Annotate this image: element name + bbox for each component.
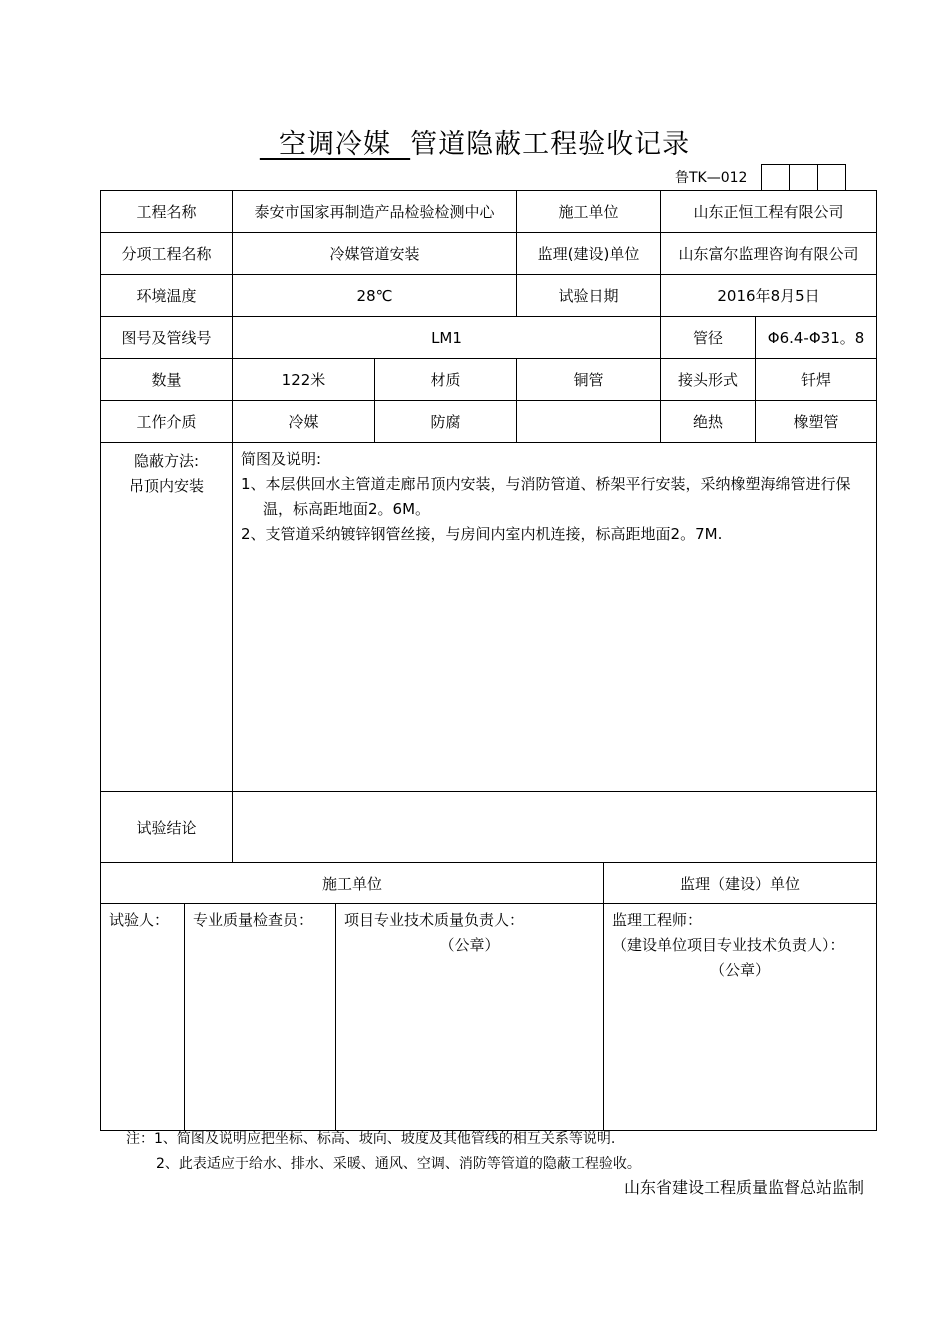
drawing-value: LM1 <box>233 317 661 359</box>
inspector-label: 专业质量检查员： <box>193 911 314 929</box>
form-title <box>0 122 950 161</box>
code-box <box>761 164 789 190</box>
issuer: 山东省建设工程质量监督总站监制 <box>623 1178 864 1197</box>
engineer-cell <box>604 904 877 1131</box>
code-box <box>789 164 817 190</box>
contractor-value: 山东正恒工程有限公司 <box>661 191 877 233</box>
medium-label: 工作介质 <box>101 401 233 443</box>
project-name-value: 泰安市国家再制造产品检验检测中心 <box>233 191 517 233</box>
pipe-dia-label: 管径 <box>661 317 756 359</box>
supervisor-header: 监理（建设）单位 <box>604 863 877 904</box>
note-1: 注：1、简图及说明应把坐标、标高、坡向、坡度及其他管线的相互关系等说明. <box>126 1131 616 1147</box>
insulation-label: 绝热 <box>661 401 756 443</box>
drawing-label: 图号及管线号 <box>101 317 233 359</box>
description-cell <box>233 443 877 792</box>
contractor-seal: （公章） <box>439 936 500 954</box>
env-temp-label: 环境温度 <box>101 275 233 317</box>
code-boxes <box>761 164 846 190</box>
description-label: 简图及说明: <box>241 450 322 468</box>
test-date-value: 2016年8月5日 <box>661 275 877 317</box>
joint-label: 接头形式 <box>661 359 756 401</box>
test-date-label: 试验日期 <box>517 275 661 317</box>
conclusion-label: 试验结论 <box>101 792 233 863</box>
material-label: 材质 <box>375 359 517 401</box>
hidden-method-label: 隐蔽方法: <box>133 452 200 470</box>
quantity-label: 数量 <box>101 359 233 401</box>
tech-lead-cell <box>336 904 604 1131</box>
notes <box>126 1127 641 1177</box>
supervisor-value: 山东富尔监理咨询有限公司 <box>661 233 877 275</box>
engineer-label: 监理工程师： <box>612 911 703 929</box>
record-table <box>100 190 877 863</box>
tech-lead-label: 项目专业技术质量负责人： <box>344 911 525 929</box>
sub-project-label: 分项工程名称 <box>101 233 233 275</box>
title-main: 管道隐蔽工程验收记录 <box>410 129 691 160</box>
project-name-label: 工程名称 <box>101 191 233 233</box>
contractor-header: 施工单位 <box>101 863 604 904</box>
inspector-cell <box>185 904 336 1131</box>
owner-tech-label: （建设单位项目专业技术负责人）： <box>612 936 845 954</box>
description-item-1: 1、本层供回水主管道走廊吊顶内安装，与消防管道、桥架平行安装，采纳橡塑海绵管进行保温，标高距地面2。6M。 <box>241 475 851 518</box>
tester-cell <box>101 904 185 1131</box>
anticorrosion-value <box>517 401 661 443</box>
supervisor-seal: （公章） <box>710 961 771 979</box>
description-item-2: 2、支管道采纳镀锌钢管丝接，与房间内室内机连接，标高距地面2。7M. <box>241 525 723 543</box>
form-code: 鲁TK—012 <box>675 170 748 186</box>
code-box <box>817 164 846 190</box>
env-temp-value: 28℃ <box>233 275 517 317</box>
title-prefix: 空调冷媒 <box>279 129 391 160</box>
quantity-value: 122米 <box>233 359 375 401</box>
note-2: 2、此表适应于给水、排水、采暖、通风、空调、消防等管道的隐蔽工程验收。 <box>156 1156 641 1172</box>
material-value: 铜管 <box>517 359 661 401</box>
supervisor-label: 监理(建设)单位 <box>517 233 661 275</box>
hidden-method-cell <box>101 443 233 792</box>
pipe-dia-value: Φ6.4-Φ31。8 <box>756 317 877 359</box>
insulation-value: 橡塑管 <box>756 401 877 443</box>
hidden-method-value: 吊顶内安装 <box>128 477 204 495</box>
signature-table <box>100 862 877 1131</box>
conclusion-value <box>233 792 877 863</box>
sub-project-value: 冷媒管道安装 <box>233 233 517 275</box>
medium-value: 冷媒 <box>233 401 375 443</box>
tester-label: 试验人： <box>109 911 170 929</box>
contractor-label: 施工单位 <box>517 191 661 233</box>
joint-value: 钎焊 <box>756 359 877 401</box>
anticorrosion-label: 防腐 <box>375 401 517 443</box>
